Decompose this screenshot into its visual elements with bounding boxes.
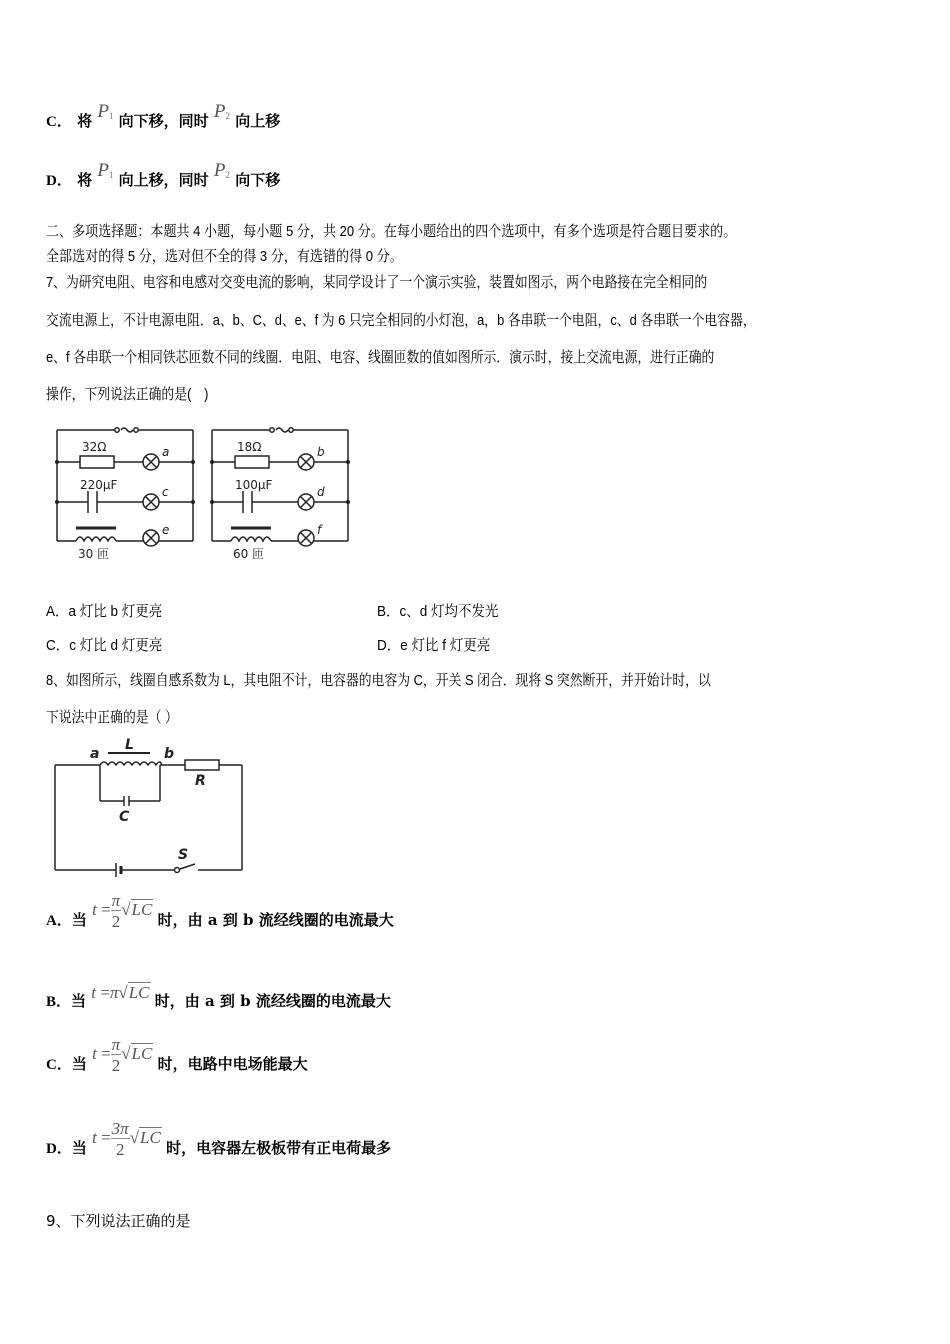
svg-text:f: f: [317, 523, 322, 537]
option-text: 向上移: [235, 112, 281, 130]
formula: t = $\frac{\pi}{2}$ √LC: [92, 1035, 153, 1075]
q8-stem-line2: 下说法中正确的是（ ）: [46, 709, 178, 726]
q8-option-c[interactable]: C．当 t = $\frac{\pi}{2}$ √LC 时，电路中电场能最大: [46, 1035, 308, 1075]
option-text: 向上移，同时: [118, 171, 209, 189]
formula: t = $\frac{\pi}{2}$ √LC: [92, 891, 153, 931]
svg-text:b: b: [164, 746, 175, 762]
option-text: 将: [77, 171, 93, 189]
q7-circuit-figure: [50, 418, 360, 563]
q7-option-d[interactable]: D．e 灯比 f 灯更亮: [377, 637, 491, 654]
p1-symbol: $P_1$: [97, 101, 114, 122]
svg-text:220μF: 220μF: [80, 478, 118, 492]
formula: t =π√LC: [91, 983, 150, 1002]
svg-text:d: d: [317, 485, 325, 499]
q8-option-d[interactable]: D．当 t = $\frac{3\pi}{2}$ √LC 时，电容器左极板带有正电荷最多: [46, 1119, 392, 1159]
q7-stem-line4: 操作，下列说法正确的是( ): [46, 386, 209, 403]
q7-option-a[interactable]: A．a 灯比 b 灯更亮: [46, 603, 163, 620]
q9-stem: 9、下列说法正确的是: [46, 1212, 191, 1230]
q7-option-c[interactable]: C．c 灯比 d 灯更亮: [46, 637, 163, 654]
q8-option-b[interactable]: B．当 t =π√LC 时，由 a 到 b 流经线圈的电流最大: [46, 983, 391, 1010]
svg-text:30 匝: 30 匝: [78, 547, 110, 561]
p2-symbol: $P_2$: [213, 160, 231, 181]
q8-stem-line1: 8、如图所示，线圈自感系数为 L，其电阻不计，电容器的电容为 C，开关 S 闭合．现将 S 突然断开，并开始计时，以: [46, 672, 711, 689]
option-text: 向下移: [235, 171, 281, 189]
option-text: 向下移，同时: [118, 112, 209, 130]
svg-text:L: L: [125, 737, 134, 753]
section-heading-line1: 二、多项选择题：本题共 4 小题，每小题 5 分，共 20 分。在每小题给出的四个选项中，有多个选项是符合题目要求的。: [46, 223, 737, 240]
q8-lc-circuit-figure: [50, 733, 260, 878]
q6-option-d: [46, 160, 281, 191]
p2-symbol: $P_2$: [213, 101, 231, 122]
q7-option-b[interactable]: B．c、d 灯均不发光: [377, 603, 499, 620]
option-text: 将: [77, 112, 93, 130]
svg-text:60 匝: 60 匝: [233, 547, 265, 561]
svg-text:e: e: [162, 523, 170, 537]
section-heading-line2: 全部选对的得 5 分，选对但不全的得 3 分，有选错的得 0 分。: [46, 248, 403, 265]
formula: t = $\frac{3\pi}{2}$ √LC: [92, 1119, 161, 1159]
svg-text:c: c: [162, 485, 169, 499]
svg-text:R: R: [195, 773, 206, 789]
p1-symbol: $P_1$: [97, 160, 114, 181]
q6-option-c: [46, 101, 281, 132]
svg-text:C: C: [119, 809, 130, 825]
q7-stem-line1: 7、为研究电阻、电容和电感对交变电流的影响，某同学设计了一个演示实验，装置如图示，两个电路接在完全相同的: [46, 274, 708, 291]
svg-text:a: a: [90, 746, 100, 762]
q8-option-a[interactable]: A．当 t = $\frac{\pi}{2}$ √LC 时，由 a 到 b 流经线圈的电流最大: [46, 891, 394, 931]
q7-stem-line3: e、f 各串联一个相同铁芯匝数不同的线圈．电阻、电容、线圈匝数的值如图所示．演示时，接上交流电源，进行正确的: [46, 349, 715, 366]
svg-text:100μF: 100μF: [235, 478, 273, 492]
q7-stem-line2: 交流电源上，不计电源电阻．a、b、C、d、e、f 为 6 只完全相同的小灯泡，a，b 各串联一个电阻，c、d 各串联一个电容器，: [46, 312, 756, 329]
svg-text:S: S: [178, 847, 189, 863]
option-label: C．: [46, 114, 72, 130]
option-label: D．: [46, 173, 72, 189]
svg-text:18Ω: 18Ω: [237, 440, 262, 454]
svg-text:b: b: [317, 445, 325, 459]
svg-text:32Ω: 32Ω: [82, 440, 107, 454]
svg-text:a: a: [162, 445, 170, 459]
